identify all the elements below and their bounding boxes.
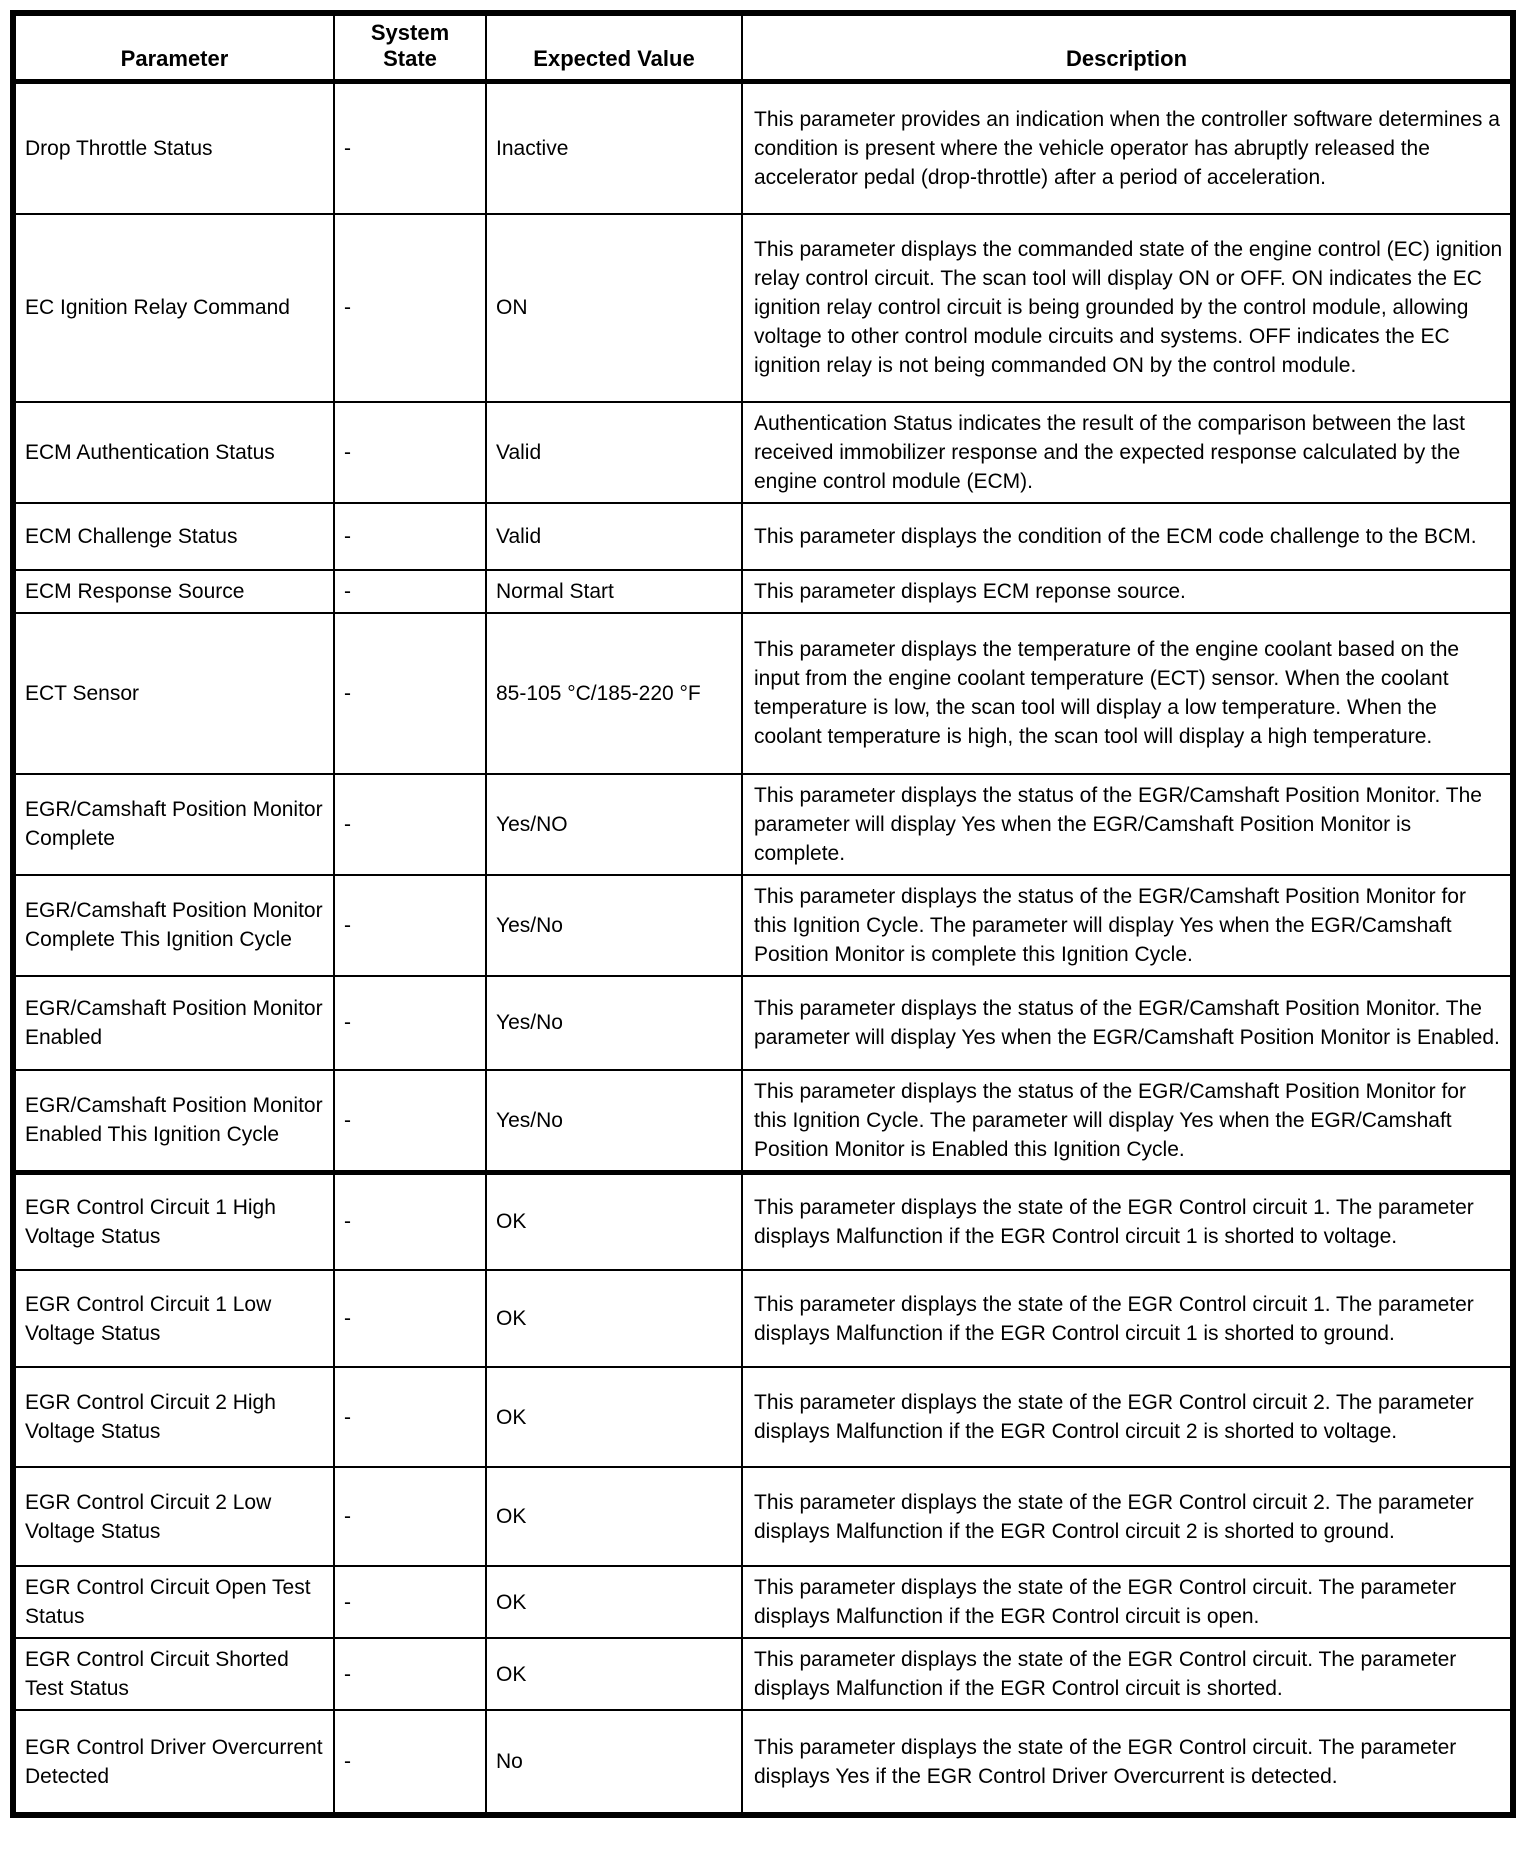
table-row	[13, 1367, 1513, 1467]
table-row	[13, 1566, 1513, 1638]
description-cell: This parameter displays the status of the EGR/Camshaft Position Monitor for this Ignition Cycle. The parameter will display Yes when the EGR/Camshaft Position Monitor is Enabled this Ignition Cycle.	[742, 1070, 1513, 1173]
description-cell: This parameter provides an indication when the controller software determines a condition is present where the vehicle operator has abruptly released the accelerator pedal (drop-throttle) after a period of acceleration.	[742, 82, 1513, 214]
description-cell: This parameter displays the condition of the ECM code challenge to the BCM.	[742, 503, 1513, 570]
description-cell: This parameter displays the state of the EGR Control circuit 1. The parameter displays Malfunction if the EGR Control circuit 1 is shorted to ground.	[742, 1270, 1513, 1367]
parameter-cell: EGR Control Circuit 1 Low Voltage Status	[13, 1270, 334, 1367]
system-state-cell: -	[334, 875, 486, 976]
description-cell: This parameter displays the temperature of the engine coolant based on the input from the engine coolant temperature (ECT) sensor. When the coolant temperature is low, the scan tool will display a low temperature. When the coolant temperature is high, the scan tool will display a high temperature.	[742, 613, 1513, 774]
parameter-cell: EGR/Camshaft Position Monitor Enabled	[13, 976, 334, 1070]
description-cell: This parameter displays the state of the EGR Control circuit 1. The parameter displays Malfunction if the EGR Control circuit 1 is shorted to voltage.	[742, 1172, 1513, 1270]
expected-value-cell: OK	[486, 1566, 742, 1638]
expected-value-cell: Inactive	[486, 82, 742, 214]
expected-value-cell: Yes/No	[486, 875, 742, 976]
system-state-cell: -	[334, 1638, 486, 1710]
system-state-cell: -	[334, 402, 486, 503]
table-row	[13, 875, 1513, 976]
header-row	[13, 13, 1513, 82]
parameter-cell: EGR/Camshaft Position Monitor Complete	[13, 774, 334, 875]
description-cell: This parameter displays the state of the EGR Control circuit. The parameter displays Malfunction if the EGR Control circuit is open.	[742, 1566, 1513, 1638]
system-state-cell: -	[334, 1367, 486, 1467]
parameter-cell: EGR/Camshaft Position Monitor Enabled This Ignition Cycle	[13, 1070, 334, 1173]
system-state-cell: -	[334, 214, 486, 402]
table-body	[13, 82, 1513, 1816]
system-state-cell: -	[334, 570, 486, 613]
system-state-cell: -	[334, 1710, 486, 1815]
description-cell: This parameter displays the state of the EGR Control circuit. The parameter displays Yes if the EGR Control Driver Overcurrent is detected.	[742, 1710, 1513, 1815]
column-header-description: Description	[742, 13, 1513, 82]
table-row	[13, 1638, 1513, 1710]
expected-value-cell: OK	[486, 1367, 742, 1467]
table-row	[13, 503, 1513, 570]
expected-value-cell: OK	[486, 1270, 742, 1367]
table-row	[13, 1270, 1513, 1367]
expected-value-cell: Valid	[486, 402, 742, 503]
expected-value-cell: No	[486, 1710, 742, 1815]
table-row	[13, 1710, 1513, 1815]
description-cell: This parameter displays the state of the EGR Control circuit. The parameter displays Malfunction if the EGR Control circuit is shorted.	[742, 1638, 1513, 1710]
table-row	[13, 1070, 1513, 1173]
system-state-cell: -	[334, 503, 486, 570]
description-cell: This parameter displays the status of the EGR/Camshaft Position Monitor for this Ignition Cycle. The parameter will display Yes when the EGR/Camshaft Position Monitor is complete this Ignition Cycle.	[742, 875, 1513, 976]
system-state-cell: -	[334, 82, 486, 214]
parameter-cell: ECM Response Source	[13, 570, 334, 613]
table-row	[13, 976, 1513, 1070]
description-cell: This parameter displays the status of the EGR/Camshaft Position Monitor. The parameter will display Yes when the EGR/Camshaft Position Monitor is Enabled.	[742, 976, 1513, 1070]
system-state-cell: -	[334, 774, 486, 875]
parameter-cell: ECM Challenge Status	[13, 503, 334, 570]
parameter-cell: EGR Control Circuit Open Test Status	[13, 1566, 334, 1638]
description-cell: This parameter displays the commanded state of the engine control (EC) ignition relay control circuit. The scan tool will display ON or OFF. ON indicates the EC ignition relay control circuit is being grounded by the control module, allowing voltage to other control module circuits and systems. OFF indicates the EC ignition relay is not being commanded ON by the control module.	[742, 214, 1513, 402]
parameter-cell: EGR Control Circuit 1 High Voltage Status	[13, 1172, 334, 1270]
table-row	[13, 613, 1513, 774]
parameter-cell: EGR Control Circuit 2 Low Voltage Status	[13, 1467, 334, 1566]
table-row	[13, 1172, 1513, 1270]
parameter-cell: ECM Authentication Status	[13, 402, 334, 503]
column-header-system-state: System State	[334, 13, 486, 82]
table-row	[13, 1467, 1513, 1566]
parameter-cell: EC Ignition Relay Command	[13, 214, 334, 402]
expected-value-cell: OK	[486, 1467, 742, 1566]
system-state-cell: -	[334, 1566, 486, 1638]
system-state-cell: -	[334, 1467, 486, 1566]
table-header	[13, 13, 1513, 82]
expected-value-cell: 85-105 °C/185-220 °F	[486, 613, 742, 774]
expected-value-cell: ON	[486, 214, 742, 402]
parameter-cell: ECT Sensor	[13, 613, 334, 774]
parameter-cell: EGR Control Circuit Shorted Test Status	[13, 1638, 334, 1710]
expected-value-cell: Valid	[486, 503, 742, 570]
description-cell: Authentication Status indicates the result of the comparison between the last received immobilizer response and the expected response calculated by the engine control module (ECM).	[742, 402, 1513, 503]
expected-value-cell: Yes/No	[486, 976, 742, 1070]
expected-value-cell: OK	[486, 1638, 742, 1710]
expected-value-cell: Normal Start	[486, 570, 742, 613]
column-header-parameter: Parameter	[13, 13, 334, 82]
description-cell: This parameter displays the state of the EGR Control circuit 2. The parameter displays Malfunction if the EGR Control circuit 2 is shorted to voltage.	[742, 1367, 1513, 1467]
parameter-cell: EGR/Camshaft Position Monitor Complete This Ignition Cycle	[13, 875, 334, 976]
parameter-table	[10, 10, 1516, 1818]
parameter-cell: EGR Control Driver Overcurrent Detected	[13, 1710, 334, 1815]
table-row	[13, 402, 1513, 503]
description-cell: This parameter displays ECM reponse source.	[742, 570, 1513, 613]
expected-value-cell: OK	[486, 1172, 742, 1270]
table-row	[13, 570, 1513, 613]
description-cell: This parameter displays the status of the EGR/Camshaft Position Monitor. The parameter will display Yes when the EGR/Camshaft Position Monitor is complete.	[742, 774, 1513, 875]
system-state-cell: -	[334, 613, 486, 774]
table-row	[13, 214, 1513, 402]
expected-value-cell: Yes/No	[486, 1070, 742, 1173]
table-row	[13, 82, 1513, 214]
parameter-cell: EGR Control Circuit 2 High Voltage Status	[13, 1367, 334, 1467]
table-row	[13, 774, 1513, 875]
system-state-cell: -	[334, 1172, 486, 1270]
system-state-cell: -	[334, 1070, 486, 1173]
description-cell: This parameter displays the state of the EGR Control circuit 2. The parameter displays Malfunction if the EGR Control circuit 2 is shorted to ground.	[742, 1467, 1513, 1566]
column-header-expected-value: Expected Value	[486, 13, 742, 82]
expected-value-cell: Yes/NO	[486, 774, 742, 875]
system-state-cell: -	[334, 1270, 486, 1367]
parameter-cell: Drop Throttle Status	[13, 82, 334, 214]
system-state-cell: -	[334, 976, 486, 1070]
